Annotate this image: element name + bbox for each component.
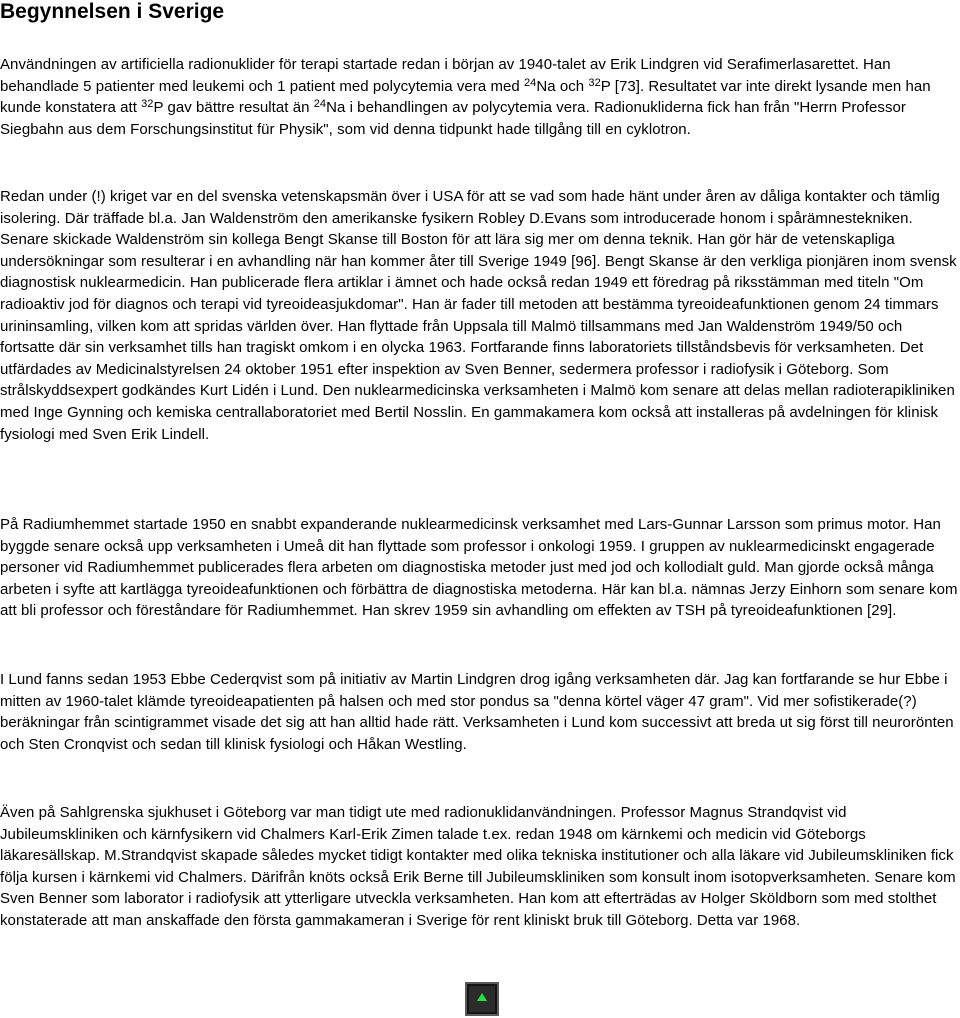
paragraph-text: Na i behandlingen av polycytemia vera. Radionukliderna fick han från "Herrn Professor Siegbahn aus dem Forschungsinstitut für Physik", som vid denna tidpunkt hade tillgång till en cyklotron. <box>0 99 906 138</box>
paragraph-text: Na och <box>536 77 589 95</box>
page-title: Begynnelsen i Sverige <box>0 0 225 23</box>
paragraph-waldenstrom-skanse: Redan under (!) kriget var en del svenska vetenskapsmän över i USA för att se vad som hade hänt under åren av dåliga kontakter och tämlig isolering. Där träffade bl.a. Jan Waldenström den amerikanske fysikern Robley D.Evans som introducerade honom i spårämnestekniken. Senare skickade Waldenström sin kollega Bengt Skanse till Boston för att lära sig mer om denna teknik. Han gör här de vetenskapliga undersökningar som resulterar i en avhandling när han kommer åter till Sverige 1949 [96]. Bengt Skanse är den verkliga pionjären inom svensk diagnostisk nuklearmedicin. Han publicerade flera artiklar i ämnet och hade också redan 1949 ett föredrag på riksstämman med titeln "Om radioaktiv jod för diagnos och terapi vid tyreoideasjukdomar". Han är fader till metoden att bestämma tyreoideafunktionen genom 24 timmars urininsamling, vilken kom att spridas världen över. Han flyttade från Uppsala till Malmö tillsammans med Jan Waldenström 1949/50 och fortsatte där sin verksamhet tills han tragiskt omkom i en olycka 1963. Fortfarande finns laboratoriets tillståndsbevis för verksamheten. Det utfärdades av Medicinalstyrelsen 24 oktober 1951 efter inspektion av Sven Benner, sedermera professor i radiofysik i Göteborg. Som strålskyddsexpert godkändes Kurt Lidén i Lund. Den nuklearmedicinska verksamheten i Malmö kom senare att delas mellan radioterapikliniken med Inge Gynning och kemiska centrallaboratoriet med Bertil Nosslin. En gammakamera kom också att installeras på avdelningen för klinisk fysiologi med Sven Erik Lindell. <box>0 188 957 443</box>
back-to-top-button[interactable] <box>465 982 499 1016</box>
up-arrow-icon <box>477 993 487 1001</box>
paragraph-text: Användningen av artificiella radionuklider för terapi startade redan i början av 1940-talet av Erik Lindgren vid Serafimerlasarettet. Han behandlade 5 patienter med leukemi och 1 patient med polycytemia vera med <box>0 56 891 95</box>
paragraph-lund: I Lund fanns sedan 1953 Ebbe Cederqvist som på initiativ av Martin Lindgren drog igång verksamheten där. Jag kan fortfarande se hur Ebbe i mitten av 1960-talet klämde tyreoideapatienten på halsen och med stor pondus sa "denna körtel väger 47 gram". Vid mer sofistikerade(?) beräkningar från scintigrammet visade det sig att han alltid hade rätt. Verksamheten i Lund kom successivt att breda ut sig först till neurorönten och Sten Cronqvist och sedan till klinisk fysiologi och Håkan Westling. <box>0 671 954 753</box>
mass-number-superscript: 24 <box>524 76 537 89</box>
paragraph-text: P gav bättre resultat än <box>153 99 314 117</box>
mass-number-superscript: 32 <box>588 76 601 89</box>
paragraph-radiumhemmet: På Radiumhemmet startade 1950 en snabbt expanderande nuklearmedicinsk verksamhet med Lars-Gunnar Larsson som primus motor. Han byggde senare också upp verksamheten i Umeå dit han flyttade som professor i onkologi 1959. I gruppen av nuklearmedicinskt engagerade personer vid Radiumhemmet publicerades flera arbeten om diagnostiska metoder just med jod och kollodialt guld. Man gjorde också många arbeten i syfte att kartlägga tyreoideafunktionen och förbättra de diagnostiska metoderna. Här kan bl.a. nämnas Jerzy Einhorn som senare kom att bli professor och föreståndare för Radiumhemmet. Han skrev 1959 sin avhandling om effekten av TSH på tyreoideafunktionen [29]. <box>0 516 958 620</box>
paragraph-text: P [73]. Resultatet var inte direkt lysande men han kunde konstatera att <box>0 77 931 117</box>
paragraph-early-therapy <box>0 54 958 140</box>
mass-number-superscript: 24 <box>313 98 327 111</box>
paragraph-sahlgrenska: Även på Sahlgrenska sjukhuset i Göteborg var man tidigt ute med radionuklidanvändningen. Professor Magnus Strandqvist vid Jubileumskliniken och kärnfysikern vid Chalmers Karl-Erik Zimen talade t.ex. redan 1948 om kärnkemi och medicin vid Göteborgs läkaresällskap. M.Strandqvist skapade således mycket tidigt kontakter med olika tekniska institutioner och alla läkare vid Jubileumskliniken fick följa kursen i kärnkemi vid Chalmers. Därifrån knöts också Erik Berne till Jubileumskliniken som konsult inom isotopverksamheten. Senare kom Sven Benner som laborator i radiofysik att ytterligare utveckla verksamheten. Han kom att efterträdas av Holger Sköldborn som med stolthet konstaterade att man anskaffade den första gammakameran i Sverige för rent kliniskt bruk till Göteborg. Detta var 1968. <box>0 804 956 929</box>
mass-number-superscript: 32 <box>141 98 154 111</box>
